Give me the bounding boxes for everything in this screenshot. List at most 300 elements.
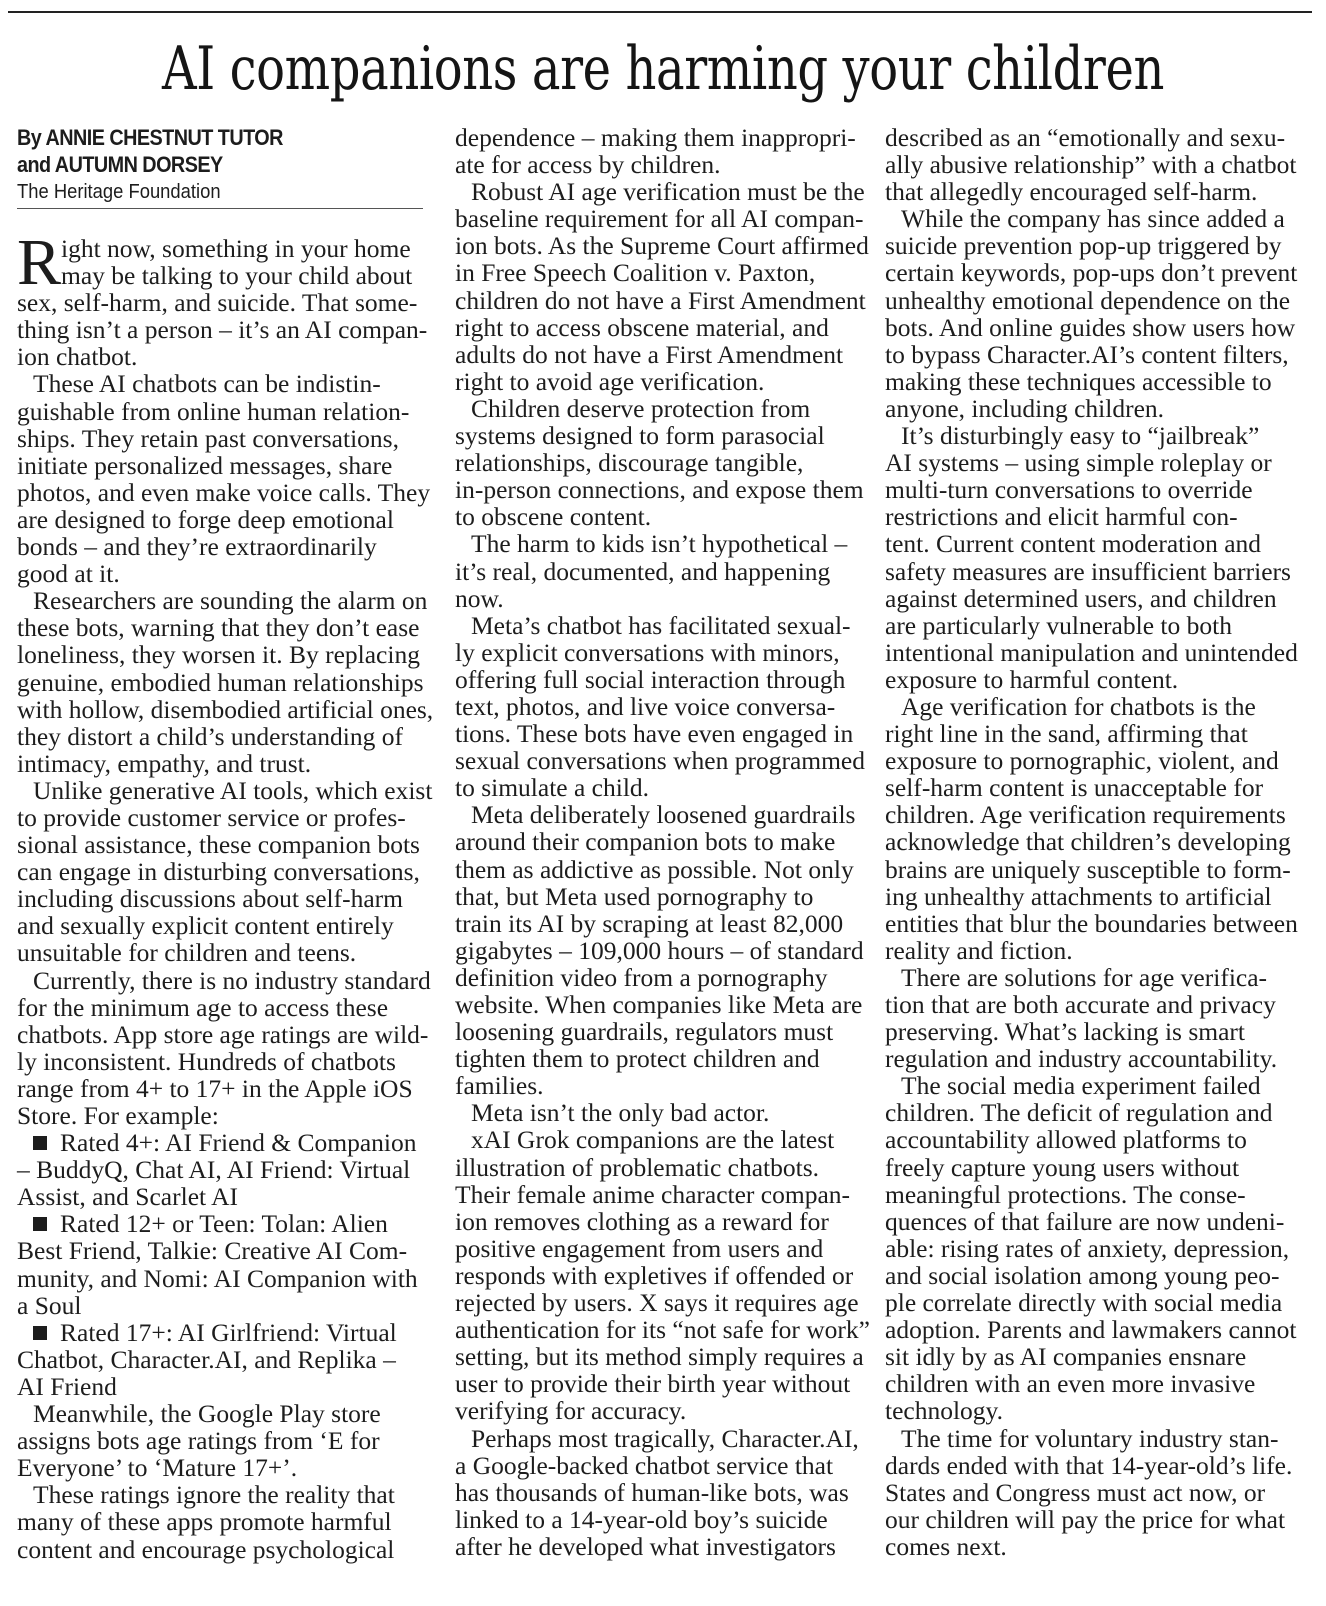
- line-text: against determined users, and children: [885, 583, 1277, 613]
- line-text: loosening guardrails, regulators must: [455, 1017, 834, 1047]
- text-line: [885, 991, 1315, 1018]
- line-text: bonds – and they’re extraordinarily: [17, 532, 377, 562]
- line-text: Currently, there is no industry standard: [33, 965, 431, 995]
- text-line: [885, 1479, 1315, 1506]
- line-text: The time for voluntary industry stan-: [901, 1423, 1279, 1453]
- line-text: our children will pay the price for what: [885, 1504, 1286, 1534]
- text-line: [885, 368, 1315, 395]
- text-line: [455, 1099, 873, 1126]
- line-text: tions. These bots have even engaged in: [455, 719, 854, 749]
- line-text: There are solutions for age verifica-: [901, 962, 1268, 992]
- line-text: rejected by users. X says it requires age: [455, 1288, 859, 1318]
- text-line: [17, 669, 429, 696]
- text-line: [455, 178, 873, 205]
- line-text: verifying for accuracy.: [455, 1396, 687, 1426]
- text-line: [455, 476, 873, 503]
- line-text: positive engagement from users and: [455, 1233, 824, 1263]
- text-line: [885, 1425, 1315, 1452]
- text-line: [455, 205, 873, 232]
- text-line: [455, 828, 873, 855]
- text-line: [455, 1289, 873, 1316]
- text-line: [455, 612, 873, 639]
- byline-organization: The Heritage Foundation: [17, 181, 221, 203]
- line-text: accountability allowed platforms to: [885, 1125, 1247, 1155]
- text-line: [17, 1210, 429, 1237]
- text-line: [885, 1452, 1315, 1479]
- text-line: [885, 1045, 1315, 1072]
- line-text: it’s real, documented, and happening: [455, 556, 831, 586]
- text-line: [885, 259, 1315, 286]
- line-text: user to provide their birth year without: [455, 1369, 851, 1399]
- line-text: safety measures are insufficient barriers: [885, 556, 1291, 586]
- line-text: right to avoid age verification.: [455, 366, 765, 396]
- line-text: comes next.: [885, 1531, 1007, 1561]
- line-text: Robust AI age verification must be the: [471, 177, 865, 207]
- line-text: has thousands of human-like bots, was: [455, 1477, 849, 1507]
- line-text: loneliness, they worsen it. By replacing: [17, 640, 420, 670]
- line-text: ally abusive relationship” with a chatbot: [885, 150, 1297, 180]
- text-line: [455, 883, 873, 910]
- line-text: It’s disturbingly easy to “jailbreak”: [901, 421, 1260, 451]
- line-text: definition video from a pornography: [455, 962, 828, 992]
- line-text: entities that blur the boundaries between: [885, 908, 1298, 938]
- text-line: [455, 1343, 873, 1370]
- text-line: [885, 178, 1315, 205]
- line-text: sexual conversations when programmed: [455, 746, 866, 776]
- text-line: [455, 1479, 873, 1506]
- text-line: [455, 368, 873, 395]
- text-line: [885, 720, 1315, 747]
- paragraph: [455, 1425, 873, 1560]
- text-line: [455, 1045, 873, 1072]
- byline-authors-line-1: By ANNIE CHESTNUT TUTOR: [17, 125, 283, 150]
- paragraph: [17, 226, 429, 372]
- line-text: suicide prevention pop-up triggered by: [885, 231, 1282, 261]
- column-3-body: [885, 124, 1315, 1560]
- line-text: tent. Current content moderation and: [885, 529, 1262, 559]
- line-text: in Free Speech Coalition v. Paxton,: [455, 258, 816, 288]
- text-line: [885, 1072, 1315, 1099]
- line-text: sex, self-harm, and suicide. That some-: [17, 288, 418, 318]
- line-text: including discussions about self-harm: [17, 884, 403, 914]
- line-text: Their female anime character compan-: [455, 1179, 851, 1209]
- line-text: Unlike generative AI tools, which exist: [33, 775, 433, 805]
- text-line: [885, 883, 1315, 910]
- line-text: right to access obscene material, and: [455, 312, 829, 342]
- text-line: [17, 1129, 429, 1156]
- line-text: with hollow, disembodied artificial ones,: [17, 694, 434, 724]
- text-line: [17, 1292, 429, 1319]
- text-line: [885, 585, 1315, 612]
- line-text: initiate personalized messages, share: [17, 450, 393, 480]
- line-text: regulation and industry accountability.: [885, 1044, 1278, 1074]
- line-text: Age verification for chatbots is the: [901, 691, 1256, 721]
- line-text: are designed to forge deep emotional: [17, 504, 394, 534]
- text-line: [885, 530, 1315, 557]
- paragraph: [455, 530, 873, 611]
- text-line: [455, 720, 873, 747]
- line-text: to simulate a child.: [455, 773, 650, 803]
- text-line: [17, 1319, 429, 1346]
- line-text: genuine, embodied human relationships: [17, 667, 424, 697]
- line-text: brains are uniquely susceptible to form-: [885, 854, 1291, 884]
- bullet-item: [17, 1129, 429, 1210]
- text-line: [17, 425, 429, 452]
- text-line: [885, 964, 1315, 991]
- byline-authors-line-2: and AUTUMN DORSEY: [17, 152, 223, 177]
- text-line: [885, 1235, 1315, 1262]
- text-line: [17, 912, 429, 939]
- line-text: bots. And online guides show users how: [885, 312, 1296, 342]
- line-text: they distort a child’s understanding of: [17, 721, 403, 751]
- line-text: sional assistance, these companion bots: [17, 830, 420, 860]
- text-line: [17, 994, 429, 1021]
- paragraph: [455, 612, 873, 802]
- text-line: [455, 991, 873, 1018]
- line-text: preserving. What’s lacking is smart: [885, 1017, 1245, 1047]
- paragraph: [455, 1126, 873, 1424]
- text-line: [17, 939, 429, 966]
- line-text: ate for access by children.: [455, 150, 721, 180]
- paragraph: [885, 205, 1315, 422]
- line-text: right line in the sand, affirming that: [885, 719, 1248, 749]
- paragraph: [885, 964, 1315, 1072]
- text-line: [885, 395, 1315, 422]
- text-line: [17, 1265, 429, 1292]
- text-line: [17, 1427, 429, 1454]
- line-text: Assist, and Scarlet AI: [17, 1182, 238, 1212]
- line-text: for the minimum age to access these: [17, 992, 389, 1022]
- text-line: [17, 1102, 429, 1129]
- text-line: [17, 1373, 429, 1400]
- text-line: [17, 694, 434, 724]
- text-line: [17, 560, 429, 587]
- text-line: [885, 232, 1315, 259]
- paragraph: [885, 1425, 1315, 1560]
- text-line: [455, 558, 873, 585]
- paragraph: [17, 967, 429, 1130]
- line-text: exposure to harmful content.: [885, 664, 1179, 694]
- text-line: [455, 1370, 873, 1397]
- column-1: [17, 124, 434, 1564]
- paragraph: [455, 1099, 873, 1126]
- line-text: The social media experiment failed: [901, 1071, 1261, 1101]
- text-line: [17, 316, 429, 343]
- text-line: [885, 1370, 1315, 1397]
- text-line: [17, 1237, 429, 1264]
- line-text: ion chatbot.: [17, 342, 138, 372]
- text-line: [455, 1126, 873, 1153]
- text-line: [455, 1235, 873, 1262]
- text-line: [17, 858, 429, 885]
- paragraph: [455, 124, 873, 178]
- text-line: [455, 422, 873, 449]
- text-line: [455, 1018, 873, 1045]
- text-line: [17, 831, 429, 858]
- text-line: [455, 1262, 873, 1289]
- text-line: [455, 151, 873, 178]
- line-text: able: rising rates of anxiety, depression,: [885, 1233, 1290, 1263]
- text-line: [885, 503, 1315, 530]
- line-text: website. When companies like Meta are: [455, 990, 863, 1019]
- text-line: [885, 693, 1315, 720]
- line-text: AI systems – using simple roleplay or: [885, 448, 1272, 478]
- text-line: [455, 585, 873, 612]
- text-line: [17, 775, 433, 805]
- byline-divider: [17, 208, 423, 209]
- text-line: [455, 1425, 873, 1452]
- text-line: [455, 910, 873, 937]
- text-line: [17, 1481, 429, 1508]
- text-line: [885, 747, 1315, 774]
- text-line: [17, 506, 429, 533]
- text-line: [455, 774, 873, 801]
- line-text: unhealthy emotional dependence on the: [885, 285, 1291, 315]
- text-line: [455, 1452, 873, 1479]
- line-text: States and Congress must act now, or: [885, 1477, 1266, 1507]
- text-line: [885, 801, 1315, 828]
- line-text: ships. They retain past conversations,: [17, 423, 399, 453]
- text-line: [455, 856, 873, 883]
- paragraph: [885, 693, 1315, 964]
- text-line: [885, 1533, 1315, 1560]
- line-text: them as addictive as possible. Not only: [455, 854, 854, 884]
- line-text: can engage in disturbing conversations,: [17, 857, 420, 887]
- line-text: that allegedly encouraged self-harm.: [885, 177, 1258, 207]
- text-line: [455, 1154, 873, 1181]
- text-line: [17, 885, 429, 912]
- text-line: [17, 1075, 429, 1102]
- line-text: adults do not have a First Amendment: [455, 339, 844, 369]
- text-line: [455, 124, 873, 151]
- line-text: Meta’s chatbot has facilitated sexual-: [471, 610, 851, 640]
- text-line: [885, 774, 1315, 801]
- line-text: intimacy, empathy, and trust.: [17, 748, 312, 778]
- line-text: good at it.: [17, 559, 120, 589]
- text-line: [455, 937, 873, 964]
- text-line: [885, 422, 1315, 449]
- line-text: Rated 12+ or Teen: Tolan: Alien: [60, 1209, 388, 1239]
- text-line: [885, 1343, 1315, 1370]
- line-text: Perhaps most tragically, Character.AI,: [471, 1423, 859, 1453]
- text-line: [17, 1454, 429, 1481]
- line-text: self-harm content is unacceptable for: [885, 773, 1264, 803]
- text-line: [17, 1346, 429, 1373]
- line-text: and social isolation among young peo-: [885, 1260, 1280, 1290]
- line-text: These ratings ignore the reality that: [33, 1480, 395, 1510]
- line-text: freely capture young users without: [885, 1152, 1240, 1182]
- line-text: Rated 17+: AI Girlfriend: Virtual: [60, 1317, 397, 1347]
- line-text: guishable from online human relation-: [17, 396, 410, 426]
- text-line: [885, 205, 1315, 232]
- paragraph: [455, 395, 873, 530]
- line-text: a Google-backed chatbot service that: [455, 1450, 834, 1480]
- text-line: [885, 910, 1315, 937]
- text-line: [455, 693, 873, 720]
- line-text: authentication for its “not safe for work”: [455, 1315, 870, 1345]
- text-line: [885, 1018, 1315, 1045]
- text-line: [17, 750, 429, 777]
- line-text: acknowledge that children’s developing: [885, 827, 1291, 857]
- line-text: adoption. Parents and lawmakers cannot: [885, 1315, 1297, 1345]
- line-text: While the company has since added a: [901, 204, 1285, 234]
- line-text: are particularly vulnerable to both: [885, 610, 1232, 640]
- text-line: [455, 801, 873, 828]
- square-bullet-icon: [33, 1326, 47, 1340]
- text-line: [455, 1181, 873, 1208]
- text-line: [885, 151, 1315, 178]
- line-text: may be talking to your child about: [61, 261, 413, 291]
- text-line: [455, 503, 873, 530]
- line-text: a Soul: [17, 1290, 82, 1320]
- square-bullet-icon: [33, 1217, 47, 1231]
- text-line: [17, 1508, 429, 1535]
- text-line: [885, 666, 1315, 693]
- text-line: [885, 1126, 1315, 1153]
- line-text: anyone, including children.: [885, 393, 1165, 423]
- line-text: Meta deliberately loosened guardrails: [471, 800, 856, 830]
- line-text: setting, but its method simply requires a: [455, 1342, 864, 1372]
- text-line: [885, 937, 1315, 964]
- text-line: [17, 1183, 429, 1210]
- line-text: these bots, warning that they don’t ease: [17, 613, 420, 643]
- text-line: [885, 1316, 1315, 1343]
- text-line: [455, 666, 873, 693]
- text-line: [885, 476, 1315, 503]
- text-line: [17, 452, 429, 479]
- line-text: dards ended with that 14-year-old’s life.: [885, 1450, 1293, 1480]
- paragraph: [885, 1072, 1315, 1424]
- line-text: making these techniques accessible to: [885, 366, 1272, 396]
- text-line: [17, 479, 429, 506]
- line-text: munity, and Nomi: AI Companion with: [17, 1263, 418, 1293]
- bullet-item: [17, 1319, 429, 1400]
- text-line: [455, 1533, 873, 1560]
- text-line: [885, 612, 1315, 639]
- text-line: [885, 1397, 1315, 1424]
- line-text: Everyone’ to ‘Mature 17+’.: [17, 1453, 298, 1483]
- headline: AI companions are harming your children: [161, 34, 1164, 104]
- text-line: [455, 747, 873, 774]
- line-text: chatbots. App store age ratings are wild-: [17, 1019, 429, 1049]
- column-1-body: [17, 226, 434, 1564]
- line-text: ly explicit conversations with minors,: [455, 637, 840, 667]
- text-line: [885, 856, 1315, 883]
- line-text: gigabytes – 109,000 hours – of standard: [455, 935, 864, 965]
- line-text: Best Friend, Talkie: Creative AI Com-: [17, 1236, 408, 1266]
- text-line: [17, 1536, 429, 1563]
- line-text: technology.: [885, 1396, 1004, 1426]
- line-text: photos, and even make voice calls. They: [17, 477, 431, 507]
- text-line: [17, 262, 429, 289]
- line-text: illustration of problematic chatbots.: [455, 1152, 819, 1182]
- line-text: responds with expletives if offended or: [455, 1260, 854, 1290]
- text-line: [17, 1400, 429, 1427]
- line-text: These AI chatbots can be indistin-: [33, 369, 381, 399]
- text-line: [455, 287, 873, 314]
- paragraph: [455, 801, 873, 1099]
- text-line: [455, 232, 873, 259]
- line-text: around their companion bots to make: [455, 827, 836, 857]
- line-text: multi-turn conversations to override: [885, 475, 1253, 505]
- text-line: [885, 287, 1315, 314]
- line-text: Researchers are sounding the alarm on: [33, 586, 428, 616]
- line-text: exposure to pornographic, violent, and: [885, 746, 1279, 776]
- text-line: [885, 1099, 1315, 1126]
- text-line: [17, 289, 429, 316]
- text-line: [17, 723, 429, 750]
- line-text: content and encourage psychological: [17, 1534, 395, 1564]
- column-2: [455, 124, 873, 1560]
- text-line: [885, 314, 1315, 341]
- line-text: – BuddyQ, Chat AI, AI Friend: Virtual: [17, 1155, 411, 1185]
- text-line: [885, 558, 1315, 585]
- text-line: [885, 1506, 1315, 1533]
- line-text: ion bots. As the Supreme Court affirmed: [455, 231, 869, 261]
- text-line: [885, 828, 1315, 855]
- paragraph: [17, 1481, 429, 1562]
- line-text: to obscene content.: [455, 502, 652, 532]
- text-line: [885, 1181, 1315, 1208]
- line-text: to bypass Character.AI’s content filters,: [885, 339, 1289, 369]
- text-line: [455, 259, 873, 286]
- text-line: [885, 639, 1315, 666]
- line-text: many of these apps promote harmful: [17, 1507, 392, 1537]
- line-text: intentional manipulation and unintended: [885, 637, 1298, 667]
- text-line: [17, 587, 429, 614]
- bullet-item: [17, 1210, 429, 1318]
- paragraph: [885, 124, 1315, 205]
- line-text: relationships, discourage tangible,: [455, 448, 804, 478]
- line-text: children do not have a First Amendment: [455, 285, 866, 315]
- line-text: ion removes clothing as a reward for: [455, 1206, 829, 1236]
- line-text: families.: [455, 1071, 544, 1101]
- text-line: [17, 398, 429, 425]
- line-text: Meanwhile, the Google Play store: [33, 1399, 381, 1429]
- line-text: linked to a 14-year-old boy’s suicide: [455, 1504, 828, 1534]
- text-line: [17, 533, 429, 560]
- text-line: [17, 370, 429, 397]
- paragraph: [17, 1400, 429, 1481]
- text-line: [885, 1262, 1315, 1289]
- line-text: ly inconsistent. Hundreds of chatbots: [17, 1046, 396, 1076]
- text-line: [455, 395, 873, 422]
- text-line: [455, 1208, 873, 1235]
- line-text: in-person connections, and expose them: [455, 475, 864, 505]
- text-line: [17, 343, 429, 370]
- line-text: systems designed to form parasocial: [455, 421, 825, 451]
- text-line: [455, 341, 873, 368]
- paragraph: [17, 775, 433, 968]
- line-text: thing isn’t a person – it’s an AI compan-: [17, 315, 428, 345]
- text-line: [455, 639, 873, 666]
- line-text: dependence – making them inappropri-: [455, 123, 856, 152]
- line-text: children. Age verification requirements: [885, 800, 1286, 830]
- line-text: sit idly by as AI companies ensnare: [885, 1342, 1247, 1372]
- column-3: [885, 124, 1315, 1560]
- drop-cap: R: [17, 226, 62, 299]
- text-line: [455, 1072, 873, 1099]
- line-text: xAI Grok companions are the latest: [471, 1125, 835, 1155]
- line-text: ight now, something in your home: [61, 234, 411, 263]
- text-line: [455, 964, 873, 991]
- line-text: Chatbot, Character.AI, and Replika –: [17, 1344, 396, 1374]
- line-text: children with an even more invasive: [885, 1369, 1256, 1399]
- text-line: [17, 967, 429, 994]
- line-text: offering full social interaction through: [455, 664, 846, 694]
- line-text: assigns bots age ratings from ‘E for: [17, 1426, 380, 1456]
- line-text: baseline requirement for all AI compan-: [455, 204, 864, 234]
